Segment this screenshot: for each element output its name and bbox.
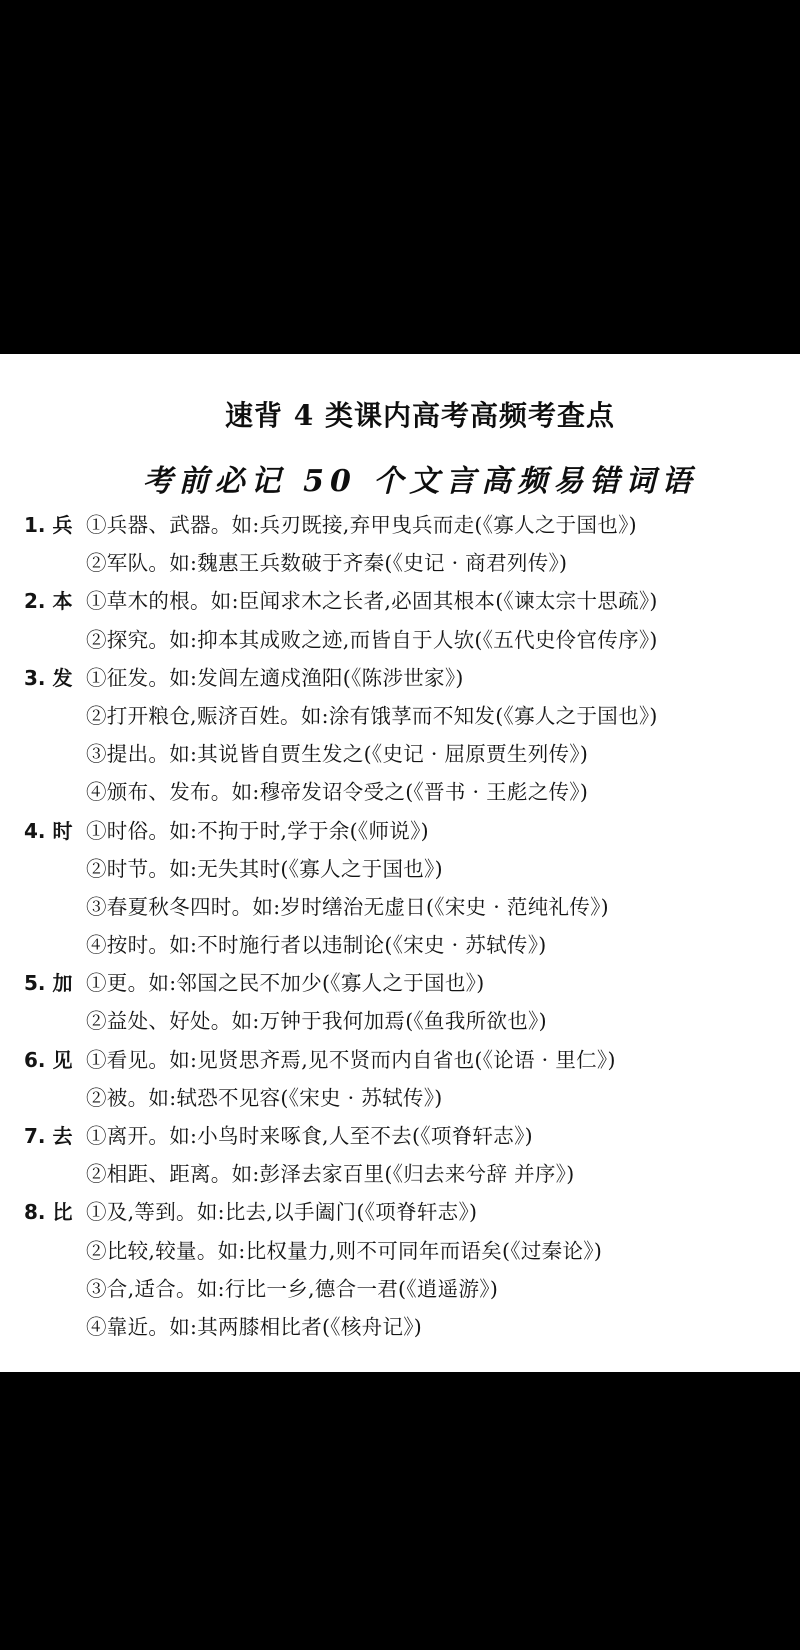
entry-sense: ①及,等到。如:比去,以手阖门(《项脊轩志》)	[86, 1200, 478, 1225]
entry-sense: ②相距、距离。如:彭泽去家百里(《归去来兮辞 并序》)	[86, 1162, 575, 1187]
entry-line	[0, 773, 800, 811]
entry-4	[0, 812, 800, 965]
entry-6	[0, 1041, 800, 1117]
entry-sense: ③提出。如:其说皆自贾生发之(《史记 · 屈原贾生列传》)	[86, 742, 589, 767]
entry-term: 7. 去	[24, 1124, 73, 1148]
entry-5	[0, 964, 800, 1040]
entry-sense: ②被。如:轼恐不见容(《宋史 · 苏轼传》)	[86, 1085, 443, 1110]
entry-term: 2. 本	[24, 589, 73, 614]
entry-line	[0, 506, 800, 544]
entry-7	[0, 1117, 800, 1193]
entry-line	[0, 1041, 800, 1079]
entry-line	[0, 1232, 800, 1270]
entry-line	[0, 964, 800, 1002]
entry-sense: ①时俗。如:不拘于时,学于余(《师说》)	[86, 818, 429, 843]
entry-line	[0, 1308, 800, 1346]
entry-line	[0, 888, 800, 926]
entry-sense: ①看见。如:见贤思齐焉,见不贤而内自省也(《论语 · 里仁》)	[86, 1047, 616, 1072]
entry-line	[0, 1270, 800, 1308]
entry-line	[0, 735, 800, 773]
entry-term: 4. 时	[24, 818, 73, 843]
entry-1	[0, 506, 800, 582]
entry-line	[0, 659, 800, 697]
entry-sense: ②比较,较量。如:比权量力,则不可同年而语矣(《过秦论》)	[86, 1238, 603, 1263]
entry-term: 8. 比	[24, 1200, 73, 1225]
entry-term: 1. 兵	[24, 513, 73, 537]
entry-sense: ④按时。如:不时施行者以违制论(《宋史 · 苏轼传》)	[86, 933, 547, 958]
entry-line	[0, 1193, 800, 1231]
entry-line	[0, 812, 800, 850]
document-page	[0, 354, 800, 1372]
entry-line	[0, 621, 800, 659]
entry-line	[0, 926, 800, 964]
entry-sense: ③合,适合。如:行比一乡,德合一君(《逍遥游》)	[86, 1276, 499, 1301]
entry-sense: ②益处、好处。如:万钟于我何加焉(《鱼我所欲也》)	[86, 1009, 547, 1034]
entry-sense: ①更。如:邻国之民不加少(《寡人之于国也》)	[86, 971, 485, 996]
entry-sense: ①离开。如:小鸟时来啄食,人至不去(《项脊轩志》)	[86, 1124, 533, 1148]
entry-line	[0, 1079, 800, 1117]
bottom-black-bar	[0, 1372, 800, 1650]
entry-sense: ④颁布、发布。如:穆帝发诏令受之(《晋书 · 王彪之传》)	[86, 780, 589, 805]
entry-line	[0, 1002, 800, 1040]
entry-sense: ②打开粮仓,赈济百姓。如:涂有饿莩而不知发(《寡人之于国也》)	[86, 703, 658, 728]
entry-line	[0, 544, 800, 582]
entry-term: 3. 发	[24, 665, 73, 690]
entry-sense: ④靠近。如:其两膝相比者(《核舟记》)	[86, 1314, 423, 1339]
entry-sense: ①兵器、武器。如:兵刃既接,弃甲曳兵而走(《寡人之于国也》)	[86, 513, 637, 537]
top-black-bar	[0, 0, 800, 354]
page-title: 速背 4 类课内高考高频考查点	[225, 399, 615, 432]
entry-sense: ①征发。如:发闾左適戍渔阳(《陈涉世家》)	[86, 665, 464, 690]
entry-line	[0, 582, 800, 620]
entry-term: 6. 见	[24, 1047, 73, 1072]
entry-2	[0, 582, 800, 658]
entry-sense: ②探究。如:抑本其成败之迹,而皆自于人欤(《五代史伶官传序》)	[86, 627, 658, 652]
entry-line	[0, 1155, 800, 1193]
entry-8	[0, 1193, 800, 1346]
entry-list	[0, 506, 800, 1346]
entry-sense: ②军队。如:魏惠王兵数破于齐秦(《史记 · 商君列传》)	[86, 551, 568, 576]
entry-line	[0, 1117, 800, 1155]
entry-term: 5. 加	[24, 971, 73, 996]
entry-sense: ①草木的根。如:臣闻求木之长者,必固其根本(《谏太宗十思疏》)	[86, 589, 658, 614]
entry-sense: ②时节。如:无失其时(《寡人之于国也》)	[86, 856, 443, 881]
entry-3	[0, 659, 800, 812]
entry-line	[0, 697, 800, 735]
entry-sense: ③春夏秋冬四时。如:岁时缮治无虚日(《宋史 · 范纯礼传》)	[86, 894, 609, 919]
page-subtitle: 考前必记 50 个文言高频易错词语	[142, 464, 698, 499]
entry-line	[0, 850, 800, 888]
